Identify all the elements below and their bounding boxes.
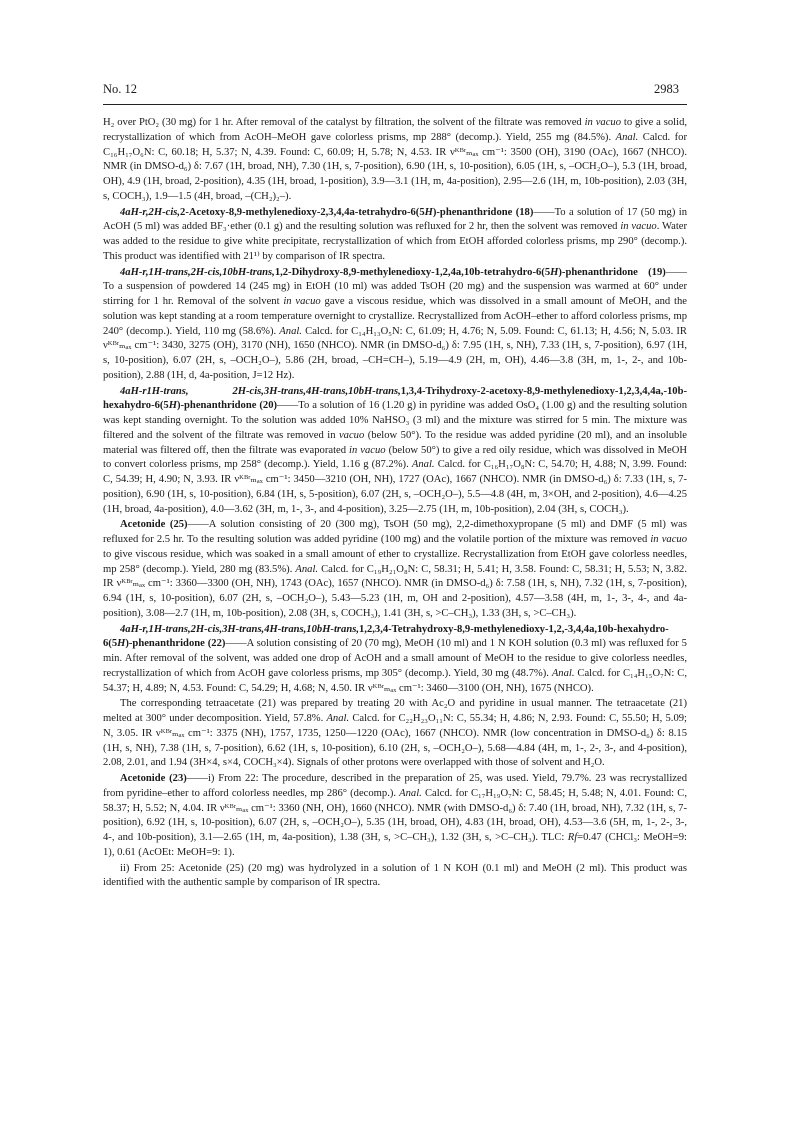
journal-issue-number: No. 12 bbox=[103, 82, 138, 96]
italic-text: Rf bbox=[567, 832, 578, 843]
paragraph-compound-18 bbox=[103, 206, 687, 265]
body-text: H₂ over PtO₂ (30 mg) for 1 hr. After removal of the catalyst by filtration, the solvent of the filtrate was removed bbox=[103, 117, 585, 128]
compound-heading-text: 4aH-r,2H-cis, bbox=[120, 206, 181, 218]
body-text: The corresponding tetraacetate (21) was prepared by treating 20 with Ac₂O and pyridine in usual manner. The tetraacetate (21) melted at 300° under decomposition. Yield, 57.8%. bbox=[103, 698, 687, 724]
experimental-section-body bbox=[103, 116, 687, 892]
body-text: to give viscous residue, which was soaked in a small amount of ether to crystallize. Recrystallization from EtOH gave colorless needles, mp 258° (decomp.). Yield, 280 mg (83.5%). bbox=[103, 548, 687, 575]
body-text: to give a solid, recrystallization of which from AcOH–MeOH gave colorless prisms, mp 288° (decomp.). Yield, 255 mg (84.5%). bbox=[103, 117, 688, 143]
italic-text: Anal. bbox=[279, 325, 302, 337]
body-text: Calcd. for C₁₄H₁₃O₅N: C, 61.09; H, 4.76; N, 5.09. Found: C, 61.13; H, 4.56; N, 5.03. IR νᴷᴮʳₘₐₓ cm⁻¹: 3430, 3275 (OH), 3170 (NH), 1650 (NHCO). NMR (in DMSO-d₆) δ: 7.95 (1H, s, NH), 7.33 (1H, s, 7-position), 6.97 (1H, s, 10-position), 6.07 (2H, s, –OCH₂O–), 5.86 (2H, broad, –CH=CH–), 5.19—4.9 (2H, m, OH), 4.46—3.8 (3H, m, 1-, 2-, and 10b-position), 2.88 (1H, d, 4a-position, J=12 Hz). bbox=[103, 325, 687, 381]
italic-text: Anal. bbox=[399, 787, 422, 799]
italic-text: in vacuo bbox=[650, 534, 687, 545]
paragraph-acetonide-23 bbox=[103, 772, 687, 861]
italic-text: in vacuo bbox=[620, 221, 657, 233]
body-text: ii) From 25: Acetonide (25) (20 mg) was hydrolyzed in a solution of 1 N KOH (0.1 ml) and MeOH (2 ml). This product was identified with the authentic sample by comparison of IR spectra. bbox=[103, 862, 687, 889]
body-text: ——A solution consisting of 20 (300 mg), TsOH (50 mg), 2,2-dimethoxypropane (5 ml) and DMF (5 ml) was refluxed for 2.5 hr. To the resulting solution was added pyridine (100 mg) and the volatile portion of the mixture was removed bbox=[103, 519, 687, 545]
compound-heading-text: )-phenanthridone (18) bbox=[432, 206, 534, 218]
italic-text: Anal. bbox=[551, 667, 575, 679]
paragraph-compound-20 bbox=[103, 385, 687, 518]
body-text: ——To a suspension of powdered 14 (245 mg) in EtOH (10 ml) was added TsOH (20 mg) and the suspension was warmed at 60° under stirring for 1 hr. Removal of the solvent bbox=[103, 266, 687, 307]
compound-heading-text: 4aH-r,1H-trans,2H-cis,10bH-trans, bbox=[120, 266, 275, 278]
compound-heading-text: )-phenanthridone (22) bbox=[125, 638, 226, 650]
italic-text: vacuo bbox=[338, 429, 365, 441]
page-number: 2983 bbox=[654, 82, 679, 96]
body-text: =0.47 (CHCl₃: MeOH=9: 1), 0.61 (AcOEt: MeOH=9: 1). bbox=[103, 832, 687, 858]
paragraph-hydrogenation-continued bbox=[103, 116, 687, 205]
body-text: Calcd. for C₁₆H₁₇O₈N: C, 54.70; H, 4.88; N, 3.99. Found: C, 54.39; H, 4.90; N, 3.93. IR νᴷᴮʳₘₐₓ cm⁻¹: 3450—3210 (OH, NH), 1727 (OAc), 1667 (NHCO). NMR (in DMSO-d₆) δ: 7.33 (1H, s, 7-position), 6.90 (1H, s, 10-position), 6.84 (1H, s, 5-position), 6.07 (2H, s, –OCH₂O–), 5.5—4.8 (4H, m, 3×OH, and 2-position), 4.6—4.25 (1H, broad, 4a-position), 4.0—3.62 (3H, m, 1-, 3-, and 4-position), 3.25—2.75 (1H, m, 10b-position), 2.04 (3H, s, COCH₃). bbox=[103, 459, 687, 515]
compound-heading-text: 2-Acetoxy-8,9-methylenedioxy-2,3,4,4a-tetrahydro-6(5 bbox=[180, 206, 425, 218]
italic-text: Anal. bbox=[615, 131, 639, 143]
italic-text: Anal. bbox=[411, 459, 435, 471]
italic-text: in vacuo bbox=[283, 296, 321, 307]
body-text: ——i) From 22: The procedure, described in the preparation of 25, was used. Yield, 79.7%. 23 was recrystallized from pyridine–ether to afford colorless needles, mp 286° (decomp.). bbox=[103, 773, 687, 799]
compound-heading-text: 1,3,4-Trihydroxy-2-acetoxy-8,9-methylenedioxy-1,2,3,4,4a,-10b-hexahydro-6(5 bbox=[103, 385, 687, 412]
compound-heading-text: H bbox=[168, 400, 177, 412]
body-text: Calcd. for C₁₄H₁₅O₇N: C, 54.37; H, 4.89; N, 4.53. Found: C, 54.29; H, 4.68; N, 4.50. IR νᴷᴮʳₘₐₓ cm⁻¹: 3460—3100 (OH, NH), 1675 (NHCO). bbox=[103, 667, 688, 694]
paragraph-acetonide-23-ii bbox=[103, 862, 687, 892]
paragraph-tetraacetate-21 bbox=[103, 697, 687, 771]
compound-heading-text: Acetonide (23) bbox=[120, 773, 187, 784]
italic-text: Anal. bbox=[295, 563, 319, 575]
compound-heading-text: H bbox=[424, 206, 433, 218]
compound-heading-text: H bbox=[117, 638, 126, 650]
compound-heading-text: )-phenanthridone (20) bbox=[176, 400, 278, 412]
body-text: Calcd. for C₂₂H₂₃O₁₁N: C, 55.34; H, 4.86; N, 2.93. Found: C, 55.50; H, 5.09; N, 3.05. IR νᴷᴮʳₘₐₓ cm⁻¹: 3375 (NH), 1757, 1735, 1250—1220 (OAc), 1667 (NHCO). NMR (low concentration in DMSO-d₆) δ: 8.15 (1H, s, NH), 7.38 (1H, s, 7-position), 6.62 (1H, s, 10-position), 6.10 (2H, s, –OCH₂O–), 5.68—4.84 (4H, m, 1-, 2-, 3-, and 4-position), 2.08, 2.01, and 1.94 (3H×4, s×4, COCH₃×4). Signals of other protons were overlapped with those of solvent and H₂O. bbox=[103, 713, 687, 769]
body-text: ——A solution consisting of 20 (70 mg), MeOH (10 ml) and 1 N KOH solution (0.3 ml) was refluxed for 5 min. After removal of the solvent, was added one drop of AcOH and a small amount of MeOH to the residue to give colorless needles, recrystallization of which from AcOH gave colorless prisms, mp 305° (decomp.). Yield, 30 mg (48.7%). bbox=[103, 638, 687, 679]
body-text: . Water was added to the residue to give white precipitate, recrystallization of which from EtOH afforded colorless prisms, mp 290° (decomp.). This product was identified with 21¹⁾ by comparison of IR spectra. bbox=[103, 221, 687, 262]
paragraph-compound-19 bbox=[103, 266, 687, 384]
compound-heading-text: 1,2,3,4-Tetrahydroxy-8,9-methylenedioxy-1,2,-3,4,4a,10b-hexahydro-6(5 bbox=[103, 623, 669, 650]
compound-heading-text: )-phenanthridone (19) bbox=[558, 266, 666, 278]
italic-text: Anal. bbox=[326, 713, 350, 724]
body-text: (below 50°). To the residue was added pyridine (20 ml), and an insoluble material was filtered off, then the filtrate was evaporated bbox=[103, 429, 687, 456]
italic-text: in vacuo bbox=[349, 444, 386, 456]
body-text: Calcd. for C₁₆H₁₇O₆N: C, 60.18; H, 5.37; N, 4.39. Found: C, 60.09; H, 5.78; N, 4.53. IR νᴷᴮʳₘₐₓ cm⁻¹: 3500 (OH), 3190 (OAc), 1667 (NHCO). NMR (in DMSO-d₆) δ: 7.67 (1H, broad, NH), 7.30 (1H, s, 7-position), 6.90 (1H, s, 10-position), 6.05 (1H, s, –OCH₂O–), 5.3 (1H, broad, OH), 4.9 (1H, broad, 2-position), 4.35 (1H, broad, 1-position), 3.9—3.1 (1H, m, 4a-position), 2.95—2.6 (1H, m, 10b-position), 2.03 (3H, s, COCH₃), 1.9—1.5 (4H, broad, –(CH₂)₂–). bbox=[103, 131, 687, 202]
paragraph-compound-22 bbox=[103, 623, 687, 697]
header-rule bbox=[103, 104, 687, 105]
compound-heading-text: 1,2-Dihydroxy-8,9-methylenedioxy-1,2,4a,10b-tetrahydro-6(5 bbox=[274, 266, 551, 278]
body-text: Calcd. for C₁₇H₁₉O₇N: C, 58.45; H, 5.48; N, 4.01. Found: C, 58.37; H, 5.52; N, 4.04. IR νᴷᴮʳₘₐₓ cm⁻¹: 3360 (NH, OH), 1660 (NHCO). NMR (with DMSO-d₆) δ: 7.40 (1H, broad, NH), 7.32 (1H, s, 7-position), 6.92 (1H, s, 10-position), 6.07 (2H, s, –OCH₂O–), 5.35 (1H, broad, OH), 4.83 (1H, broad, OH), 4.53—3.6 (5H, m, 1-, 2-, 3-, 4-, and 10b-position), 3.1—2.65 (1H, m, 4a-position), 1.38 (3H, s, >C–CH₃), 1.32 (3H, s, >C–CH₃). TLC: bbox=[103, 787, 687, 843]
compound-heading-text: 4aH-r,1H-trans,2H-cis,3H-trans,4H-trans,10bH-trans, bbox=[120, 623, 359, 635]
body-text: gave a viscous residue, which was dissolved in a small amount of MeOH, and the solution was kept standing at a room temperature overnight to crystallize. Recrystallized from AcOH–ether to afford colorless prisms, mp 240° (decomp.). Yield, 110 mg (58.6%). bbox=[103, 296, 687, 337]
body-text: ——To a solution of 16 (1.20 g) in pyridine was added OsO₄ (1.00 g) and the resulting solution was kept standing overnight. To the solution was added 10% NaHSO₃ (3 ml) and the mixture was stirred for 5 min. The mixture was filtered and the solvent of the filtrate was removed in bbox=[103, 400, 687, 441]
italic-text: in vacuo bbox=[584, 117, 622, 128]
body-text: (below 50°) to give a red oily residue, which was dissolved in MeOH to convert colorless prisms, mp 258° (decomp.). Yield, 1.16 g (87.2%). bbox=[103, 444, 687, 471]
compound-heading-text: H bbox=[550, 266, 559, 278]
body-text: Calcd. for C₁₉H₂₁O₈N: C, 58.31; H, 5.41; H, 3.58. Found: C, 58.31; H, 5.53; N, 3.82. IR νᴷᴮʳₘₐₓ cm⁻¹: 3360—3300 (OH, NH), 1743 (OAc), 1657 (NHCO). NMR (in DMSO-d₆) δ: 7.58 (1H, s, NH), 7.32 (1H, s, 7-position), 6.94 (1H, s, 10-position), 6.07 (2H, s, –OCH₂O–), 5.43—5.23 (1H, m, OH and 2-position), 4.57—3.58 (4H, m, 1-, 3-, 4-, and 4a-position), 3.08—2.7 (1H, m, 10b-position), 2.08 (3H, s, COCH₃), 1.41 (3H, s, >C–CH₃), 1.33 (3H, s, >C–CH₃). bbox=[103, 563, 687, 619]
paragraph-acetonide-25 bbox=[103, 518, 687, 621]
body-text: ——To a solution of 17 (50 mg) in AcOH (5 ml) was added BF₃·ether (0.1 g) and the resulting solution was refluxed for 2 hr, then the solvent was removed bbox=[103, 206, 687, 233]
compound-heading-text: 4aH-r1H-trans, 2H-cis,3H-trans,4H-trans,10bH-trans, bbox=[120, 385, 401, 397]
compound-heading-text: Acetonide (25) bbox=[120, 519, 188, 531]
